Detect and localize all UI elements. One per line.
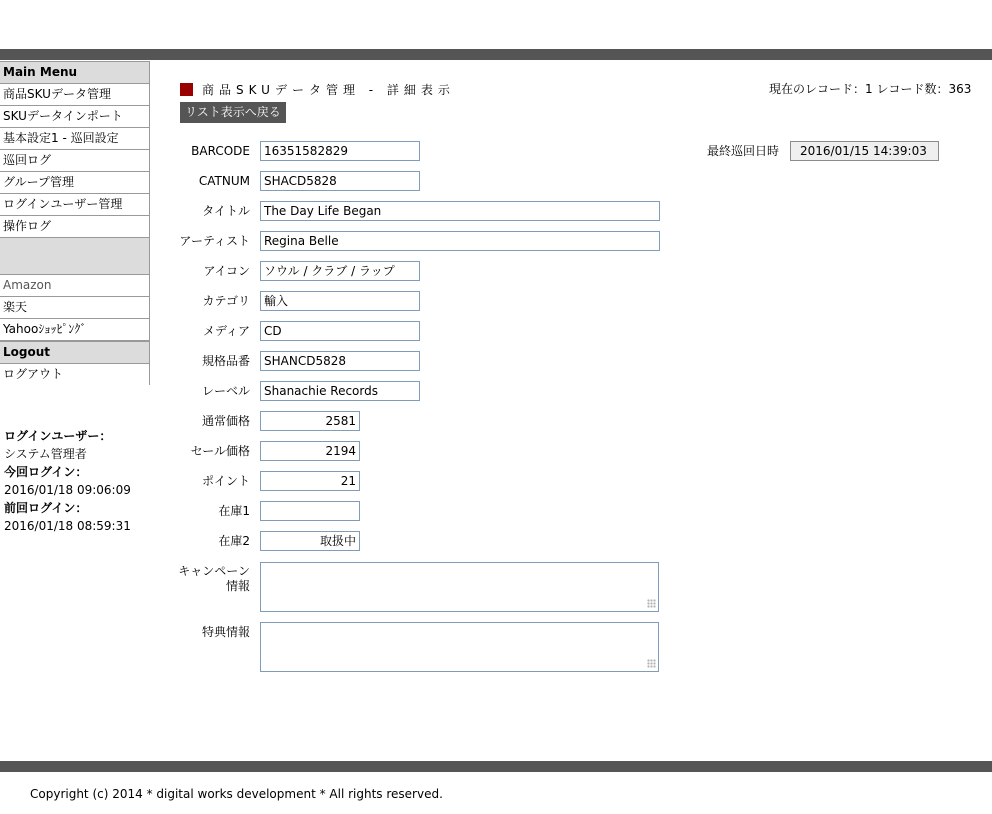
normal-price-label: 通常価格 [201, 414, 250, 428]
sidebar-item-sku-data[interactable]: 商品SKUデータ管理 [0, 84, 149, 106]
last-patrol-value: 2016/01/15 14:39:03 [790, 141, 939, 161]
campaign-label [170, 564, 250, 594]
media-field[interactable]: CD [260, 321, 420, 341]
category-label: カテゴリ [202, 294, 250, 308]
sidebar-item-group-management[interactable]: グループ管理 [0, 172, 149, 194]
record-label-label: レーベル [201, 384, 250, 398]
current-login-label: 今回ログイン： [4, 465, 88, 479]
sale-price-field[interactable]: 2194 [260, 441, 360, 461]
logout-heading: Logout [0, 341, 149, 364]
category-field[interactable]: 輸入 [260, 291, 420, 311]
resize-grip-icon[interactable] [647, 599, 656, 608]
stock2-field[interactable]: 取扱中 [260, 531, 360, 551]
sidebar-item-logout[interactable]: ログアウト [0, 364, 149, 385]
page-title: 商品SKUデータ管理 - 詳細表示 [202, 82, 455, 97]
sidebar-item-sku-import[interactable]: SKUデータインポート [0, 106, 149, 128]
barcode-label: BARCODE [191, 144, 250, 158]
resize-grip-icon[interactable] [647, 659, 656, 668]
previous-login-value: 2016/01/18 08:59:31 [4, 519, 131, 533]
sale-price-label: セール価格 [190, 444, 250, 458]
point-label: ポイント [201, 474, 250, 488]
catnum-label: CATNUM [198, 174, 250, 188]
sidebar-item-basic-settings[interactable]: 基本設定1 - 巡回設定 [0, 128, 149, 150]
sidebar-item-rakuten[interactable]: 楽天 [0, 297, 149, 319]
barcode-field[interactable]: 16351582829 [260, 141, 420, 161]
menu-spacer [0, 238, 149, 275]
title-square-icon [180, 83, 193, 96]
footer-copyright: Copyright (c) 2014 * digital works development * All rights reserved. [30, 787, 443, 801]
current-login-value: 2016/01/18 09:06:09 [4, 483, 131, 497]
stock2-label: 在庫2 [218, 534, 250, 548]
spec-no-label: 規格品番 [201, 354, 250, 368]
campaign-label-line2: 情報 [225, 579, 250, 593]
back-to-list-button[interactable]: リスト表示へ戻る [180, 102, 286, 123]
record-info: 現在のレコード：1 レコード数：363 [769, 82, 972, 96]
bottom-bar [0, 761, 992, 772]
title-field[interactable]: The Day Life Began [260, 201, 660, 221]
bonus-label: 特典情報 [201, 625, 250, 639]
bonus-textarea[interactable] [260, 622, 659, 672]
sidebar-item-amazon[interactable]: Amazon [0, 275, 149, 297]
artist-field[interactable]: Regina Belle [260, 231, 660, 251]
campaign-label-line1: キャンペーン [178, 564, 250, 578]
main-menu-heading: Main Menu [0, 61, 149, 84]
normal-price-field[interactable]: 2581 [260, 411, 360, 431]
stock1-label: 在庫1 [218, 504, 250, 518]
campaign-textarea[interactable] [260, 562, 659, 612]
point-field[interactable]: 21 [260, 471, 360, 491]
icon-field[interactable]: ソウル / クラブ / ラップ [260, 261, 420, 281]
icon-label: アイコン [203, 264, 250, 278]
last-patrol-label: 最終巡回日時 [707, 144, 780, 158]
sidebar-item-patrol-log[interactable]: 巡回ログ [0, 150, 149, 172]
media-label: メディア [202, 324, 250, 338]
record-label-field[interactable]: Shanachie Records [260, 381, 420, 401]
sidebar-item-operation-log[interactable]: 操作ログ [0, 216, 149, 238]
spec-no-field[interactable]: SHANCD5828 [260, 351, 420, 371]
sidebar-item-login-users[interactable]: ログインユーザー管理 [0, 194, 149, 216]
catnum-field[interactable]: SHACD5828 [260, 171, 420, 191]
sidebar-item-yahoo-shopping[interactable]: Yahooｼｮｯﾋﾟﾝｸﾞ [0, 319, 149, 341]
login-user-value: システム管理者 [4, 447, 87, 461]
top-bar [0, 49, 992, 60]
stock1-field[interactable] [260, 501, 360, 521]
login-user-label: ログインユーザー： [4, 429, 112, 443]
artist-label: アーティスト [179, 234, 250, 248]
login-info [4, 427, 131, 535]
previous-login-label: 前回ログイン： [4, 501, 88, 515]
sidebar [0, 61, 150, 385]
title-label: タイトル [202, 204, 250, 218]
title-row [180, 80, 455, 98]
